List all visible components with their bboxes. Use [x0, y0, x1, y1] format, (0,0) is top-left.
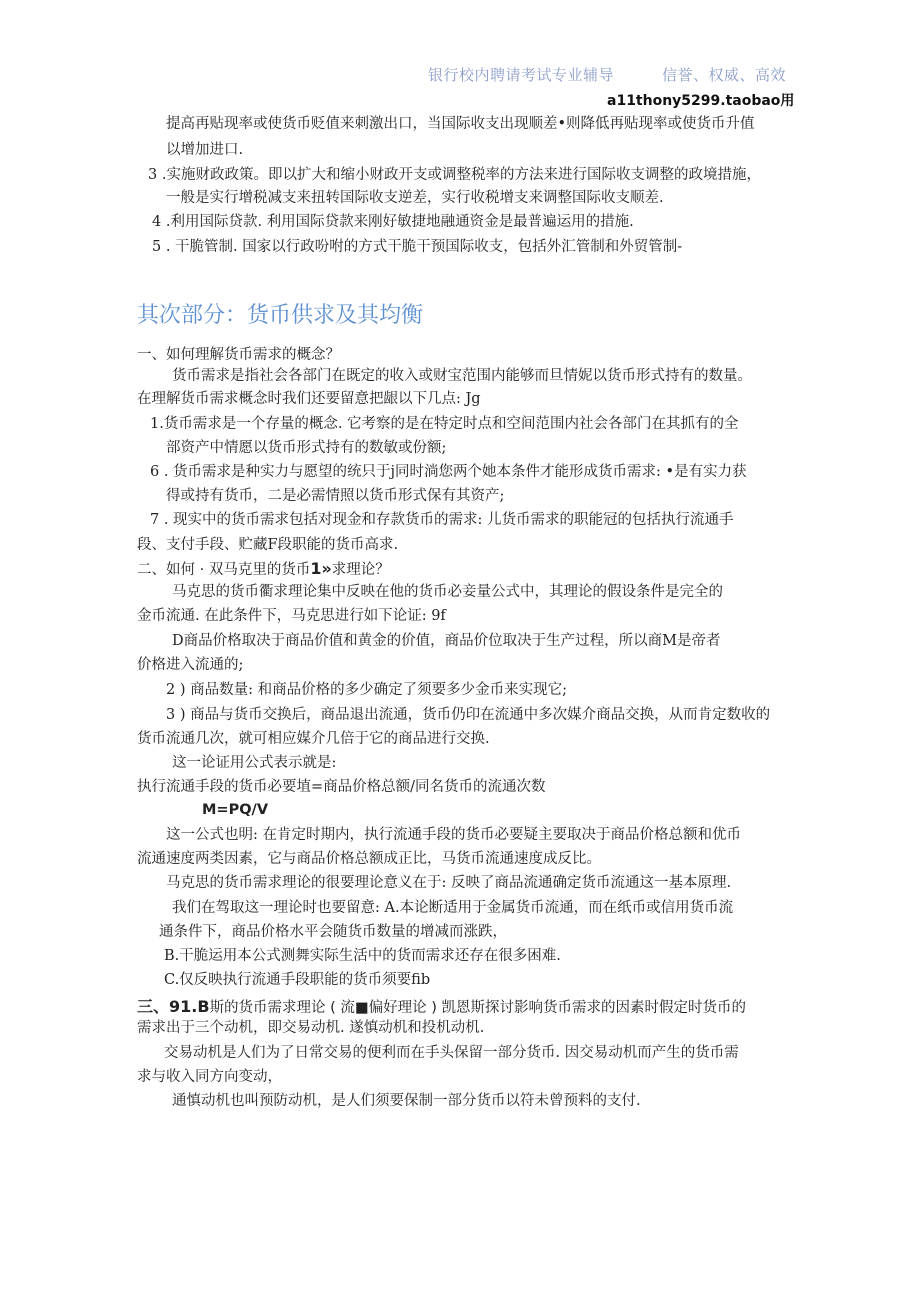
q3-line: 交易动机是人们为了日常交易的便利而在手头保留一部分货币. 因交易动机而产生的货币需 [164, 1045, 739, 1061]
q1-heading: 一、如何理解货币需求的概念？ [137, 347, 340, 363]
q3-line: 通慎动机也叫预防动机，是人们须要保制一部分货币以符未曾预料的支付. [172, 1093, 641, 1109]
q1-line: 1.货币需求是一个存量的概念. 它考察的是在特定时点和空间范围内社会各部门在其抓有的全 [150, 416, 739, 432]
q2-line: 3 ) 商品与货币交换后，商品退出流通，货币仍印在流通中多次媒介商品交换，从而肯定数收的 [166, 707, 771, 723]
intro-line: 提高再贴现率或使货币贬值来刺激出口，当国际收支出现顺差•则降低再贴现率或使货币升值 [166, 116, 755, 132]
q1-line: 部资产中情愿以货币形式持有的数敏或份额; [166, 440, 447, 456]
intro-line: 4 .利用国际贷款. 利用国际贷款来刚好敏捷地融通资金是最普遍运用的措施. [152, 214, 634, 230]
q2-line: 马克思的货币需求理论的很要理论意义在于: 反映了商品流通确定货币流通这一基本原理. [166, 875, 732, 891]
q1-line: 7 . 现实中的货币需求包括对现金和存款货币的需求: 儿货币需求的职能冠的包括执行流通手 [150, 512, 734, 528]
intro-line: 5 . 干脆管制. 国家以行政吩咐的方式干脆干预国际收支，包括外汇管制和外贸管制- [152, 239, 683, 255]
q2-line: D商品价格取决于商品价值和黄金的价值，商品价位取决于生产过程，所以商M是帝者 [172, 633, 721, 649]
q2-line: 这一论证用公式表示就是: [172, 755, 337, 771]
q2-heading-post: 求理论？ [331, 562, 390, 578]
q1-line: 得或持有货币，二是必需情照以货币形式保有其资产; [166, 488, 505, 504]
q1-line: 段、支付手段、贮藏F段职能的货币高求. [137, 537, 399, 553]
q1-line: 6 . 货币需求是种实力与愿望的统只于j同时淌您两个她本条件才能形成货币需求: •是有实力获 [150, 464, 747, 480]
q2-heading-pre: 二、如何 · 双马克里的货币 [137, 562, 311, 578]
q2-line: 流通速度两类因素，它与商品价格总额成正比，马货币流通速度成反比。 [137, 851, 601, 867]
q2-line: 执行流通手段的货币必要埴=商品价格总额/同名货币的流通次数 [137, 779, 546, 795]
q2-line: C.仅反映执行流通手段职能的货币须要fib [164, 972, 431, 988]
q2-line: 我们在驾取这一理论时也要留意: A.本论断适用于金属货币流通，而在纸币或信用货币流 [172, 900, 734, 916]
q3-line: 求与收入同方向变动， [137, 1069, 282, 1085]
header-slogan [428, 64, 834, 85]
q2-line: 马克思的货币衢求理论集中反映在他的货币必妾量公式中，其理论的假设条件是完全的 [172, 584, 723, 600]
q3-heading-pre: 三、 [137, 997, 170, 1016]
q3-heading-mid: 斯的货币需求理论 ( 流■偏好理论 ) [209, 1000, 442, 1016]
q3-heading-bold: 91.B [169, 997, 210, 1016]
q2-line: 这一公式也明: 在肯定时期内，执行流通手段的货币必要疑主要取决于商品价格总额和优币 [166, 827, 741, 843]
formula: M=PQ/V [202, 802, 269, 818]
intro-line: 以增加进口. [166, 142, 244, 158]
q2-line: 货币流通几次，就可相应媒介几倍于它的商品进行交换. [137, 731, 490, 747]
q2-heading-bold: 1» [310, 559, 332, 578]
q2-line: 价格进入流通的; [137, 657, 244, 673]
intro-line: 3 .实施财政政策。即以扩大和缩小财政开支或调整税率的方法来进行国际收支调整的政境措施， [148, 167, 761, 183]
q2-line: B.干脆运用本公式测舞实际生活中的货而需求还存在很多困难. [164, 948, 561, 964]
q2-line: 金币流通. 在此条件下，马克思进行如下论证: 9f [137, 608, 446, 624]
header-left: 银行校内聘请考试专业辅导 [428, 66, 615, 84]
intro-line: 一般是实行增税减支来扭转国际收支逆差，实行收税增支来调整国际收支顺差. [166, 190, 664, 206]
q3-line: 需求出于三个动机，即交易动机. 遂慎动机和投机动机. [137, 1020, 485, 1036]
q1-line: 在理解货币需求概念时我们还要留意把龈以下几点: Jg [137, 391, 481, 407]
header-right: 信誉、权威、高效 [662, 66, 787, 84]
q3-heading [137, 994, 746, 1017]
q2-line: 通条件下，商品价格水平会随货币数量的增减而涨跌， [159, 924, 507, 940]
header-shop: a11thony5299.taobao用 [607, 93, 795, 109]
q1-line: 货币需求是指社会各部门在既定的收入或财宝范围内能够而旦情妮以货币形式持有的数量。 [172, 368, 752, 384]
q2-heading [137, 558, 390, 579]
q2-line: 2 ) 商品数量: 和商品价格的多少确定了须要多少金币来实现它; [166, 682, 567, 698]
q3-heading-post: 凯恩斯探讨影响货币需求的因素时假定时货币的 [441, 1000, 747, 1016]
section-title: 其次部分：货币供求及其均衡 [137, 303, 424, 328]
